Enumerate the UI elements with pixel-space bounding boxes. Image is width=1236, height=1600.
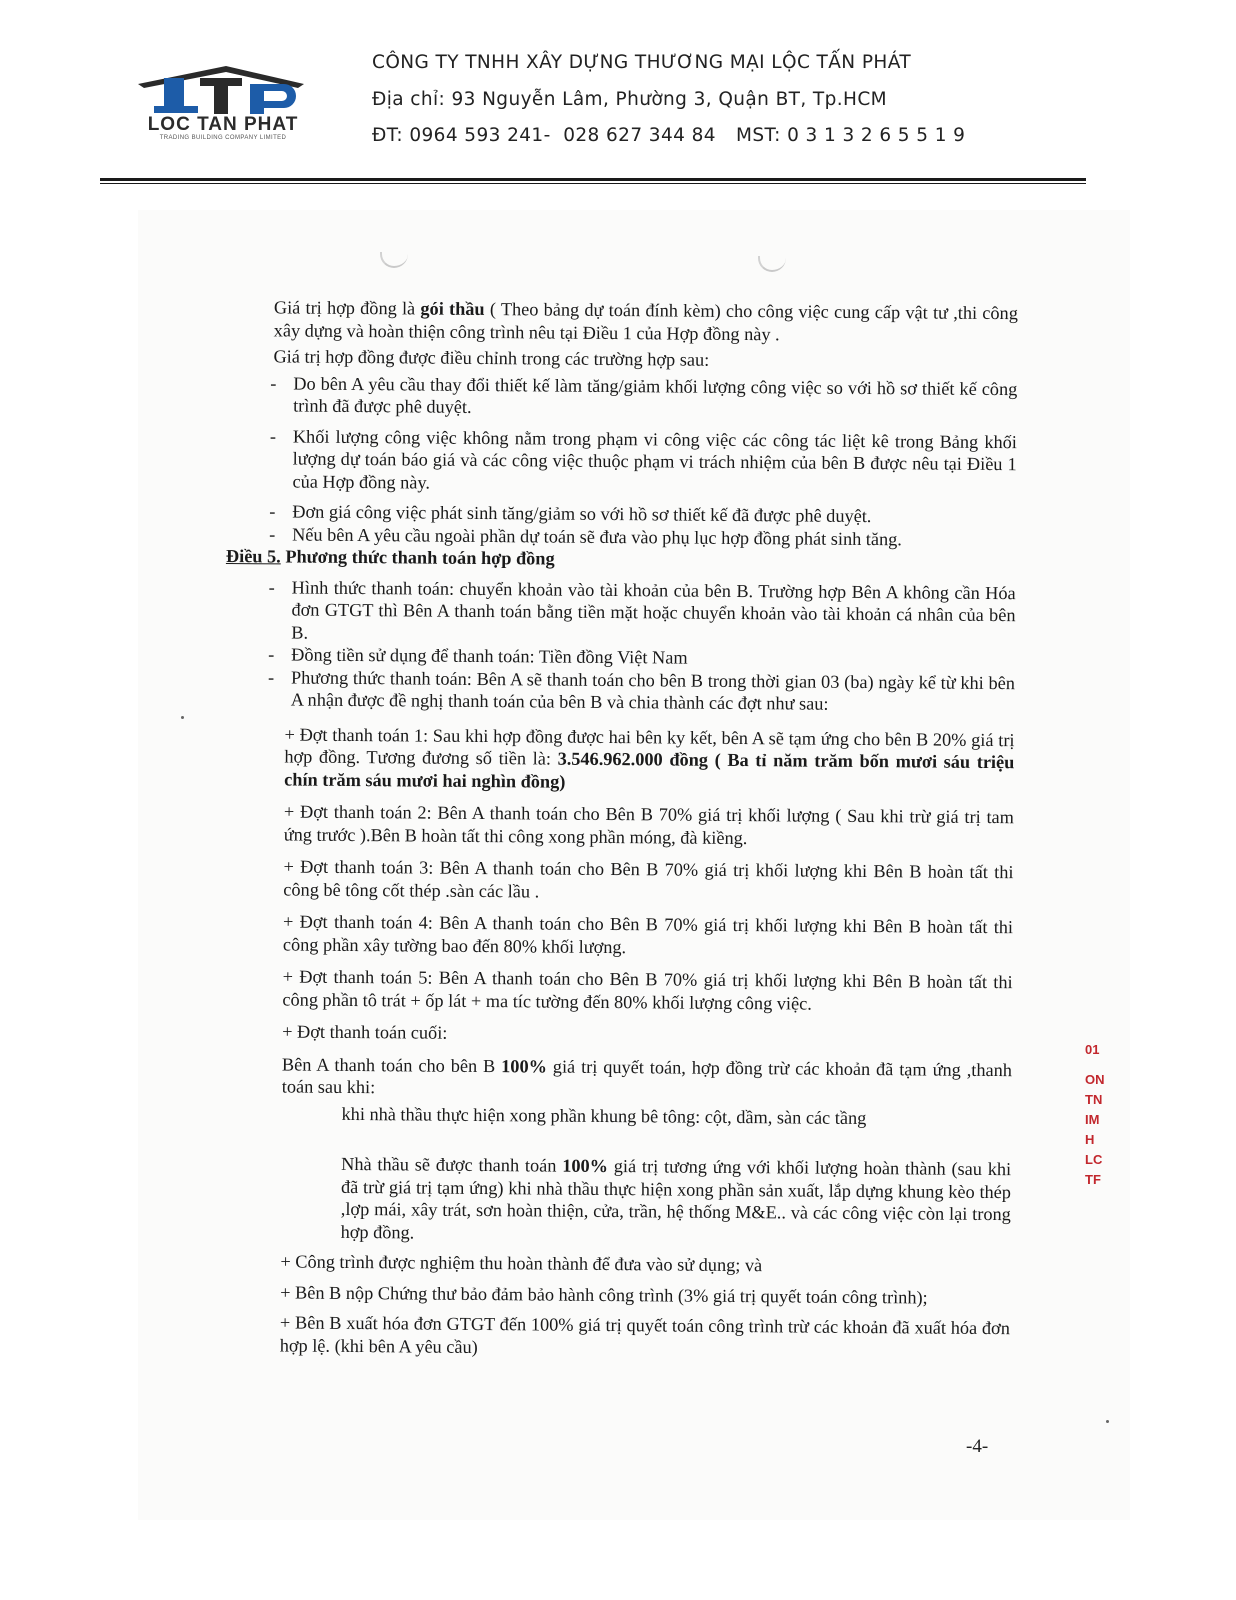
company-tax-code: MST: 0 3 1 3 2 6 5 5 1 9 bbox=[736, 125, 966, 146]
company-name: CÔNG TY TNHH XÂY DỰNG THƯƠNG MẠI LỘC TẤN PHÁT bbox=[372, 52, 912, 73]
installment-2: + Đợt thanh toán 2: Bên A thanh toán cho Bên B 70% giá trị khối lượng ( Sau khi trừ giá trị tam ứng trước ).Bên B hoàn tất thi công xong phần móng, đà kiềng. bbox=[283, 801, 1015, 848]
installment-1: + Đợt thanh toán 1: Sau khi hợp đồng được hai bên ky kết, bên A sẽ tạm ứng cho bên B 20% giá trị hợp đồng. Tương đương số tiền là: 3.546.962.000 đồng ( Ba tỉ năm trăm bốn mươi sáu triệu chín trăm sáu mươi hai nghìn đồng) bbox=[284, 723, 1015, 792]
adjustment-intro: Giá trị hợp đồng được điều chỉnh trong các trường hợp sau: bbox=[273, 346, 710, 370]
red-seal-fragment: 01 ON TN IM H LC TF bbox=[1085, 1042, 1105, 1187]
final-condition-completion: Nhà thầu sẽ được thanh toán 100% giá trị tương ứng với khối lượng hoàn thành (sau khi đã trừ giá trị tạm ứng) khi nhà thầu thực hiện xong phần sản xuất, lắp dựng khung kèo thép ,lợp mái, xây trát, sơn hoàn thiện, cửa, trần, hệ thống M&E.. và các công việc còn lại trong hợp đồng. bbox=[340, 1153, 1012, 1242]
letterhead bbox=[0, 0, 1236, 190]
installment-3: + Đợt thanh toán 3: Bên A thanh toán cho Bên B 70% giá trị khối lượng khi Bên B hoàn tất thi công bê tông cốt thép .sàn các lầu . bbox=[283, 856, 1014, 901]
list-item: - Do bên A yêu cầu thay đổi thiết kế làm tăng/giảm khối lượng công việc so với hồ sơ thiết kế công trình đã được phê duyệt. bbox=[270, 372, 1018, 417]
list-item: - Đồng tiền sử dụng để thanh toán: Tiền đồng Việt Nam bbox=[268, 644, 688, 668]
page-number: -4- bbox=[966, 1436, 989, 1457]
list-item: - Nếu bên A yêu cầu ngoài phần dự toán sẽ đưa vào phụ lục hợp đồng phát sinh tăng. bbox=[269, 523, 902, 549]
contract-body bbox=[220, 296, 1018, 1362]
list-item: - Đơn giá công việc phát sinh tăng/giảm so với hồ sơ thiết kế đã được phê duyệt. bbox=[269, 501, 872, 527]
scan-speck bbox=[181, 716, 184, 719]
condition-invoice: + Bên B xuất hóa đơn GTGT đến 100% giá trị quyết toán công trình trừ các khoản đã xuất hóa đơn hợp lệ. (khi bên A yêu cầu) bbox=[279, 1312, 1010, 1357]
scan-speck bbox=[1106, 1420, 1109, 1423]
installment-4: + Đợt thanh toán 4: Bên A thanh toán cho Bên B 70% giá trị khối lượng khi Bên B hoàn tất thi công phần xây tường bao đến 80% khối lượng. bbox=[282, 911, 1014, 957]
list-item: - Hình thức thanh toán: chuyển khoản vào tài khoản của bên B. Trường hợp Bên A không cần Hóa đơn GTGT thì Bên A thanh toán bằng tiền mặt hoặc chuyển khoản vào tài khoản cá nhân của bên B. bbox=[268, 576, 1016, 643]
header-rule bbox=[100, 178, 1086, 181]
company-logo bbox=[108, 62, 338, 142]
condition-acceptance: + Công trình được nghiệm thu hoàn thành để đưa vào sử dụng; và bbox=[280, 1251, 763, 1276]
list-item: - Phương thức thanh toán: Bên A sẽ thanh toán cho bên B trong thời gian 03 (ba) ngày kể từ khi bên A nhận được đề nghị thanh toán của bên B và chia thành các đợt như sau: bbox=[267, 666, 1016, 714]
condition-warranty: + Bên B nộp Chứng thư bảo đảm bảo hành công trình (3% giá trị quyết toán công trình); bbox=[280, 1281, 928, 1308]
contract-value-paragraph: Giá trị hợp đồng là gói thầu ( Theo bảng dự toán đính kèm) cho công việc cung cấp vật tư ,thi công xây dựng và hoàn thiện công trình nêu tại Điều 1 của Hợp đồng này . bbox=[273, 297, 1018, 344]
adjustment-list bbox=[226, 371, 1017, 551]
final-installment-paragraph: Bên A thanh toán cho bên B 100% giá trị quyết toán, hợp đồng trừ các khoản đã tạm ứng ,thanh toán sau khi: bbox=[281, 1053, 1013, 1098]
house-logo-icon bbox=[108, 62, 338, 118]
final-condition-frame: khi nhà thầu thực hiện xong phần khung bê tông: cột, dầm, sàn các tầng bbox=[341, 1103, 867, 1128]
logo-tagline: TRADING BUILDING COMPANY LIMITED bbox=[159, 135, 287, 141]
final-installment-title: + Đợt thanh toán cuối: bbox=[282, 1021, 448, 1043]
header-rule-thin bbox=[100, 183, 1086, 184]
article-5-heading: Điều 5. Phương thức thanh toán hợp đồng bbox=[225, 545, 555, 569]
list-item: - Khối lượng công việc không nằm trong phạm vi công việc các công tác liệt kê trong Bảng khối lượng dự toán báo giá và các công việc thuộc phạm vi trách nhiệm của bên B được nêu tại Điều 1 của Hợp đồng này. bbox=[269, 425, 1017, 493]
installment-5: + Đợt thanh toán 5: Bên A thanh toán cho Bên B 70% giá trị khối lượng khi Bên B hoàn tất thi công phần tô trát + ốp lát + ma tíc tường đến 80% khối lượng công việc. bbox=[282, 966, 1013, 1014]
company-address: Địa chỉ: 93 Nguyễn Lâm, Phường 3, Quận BT, Tp.HCM bbox=[372, 89, 888, 110]
logo-wordmark: LOC TAN PHAT bbox=[147, 114, 299, 135]
payment-terms-list bbox=[225, 575, 1016, 716]
company-phone: ĐT: 0964 593 241- 028 627 344 84 bbox=[372, 125, 716, 146]
